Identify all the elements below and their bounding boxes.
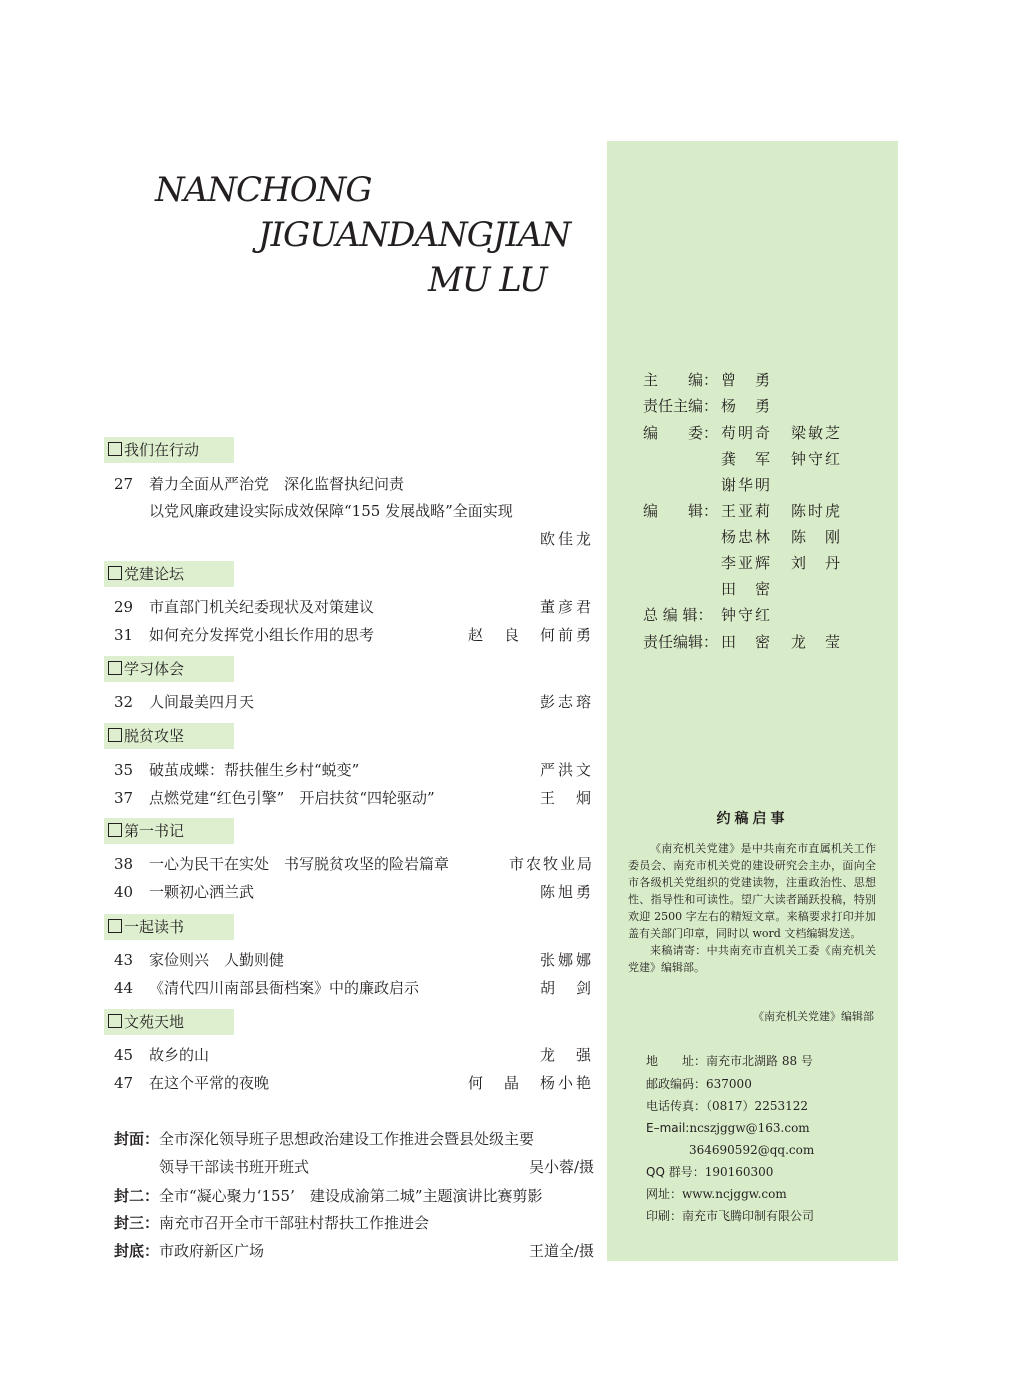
section-title: 我们在行动 xyxy=(124,441,200,459)
section-title: 党建论坛 xyxy=(124,565,185,583)
cover-author: 吴小蓉/摄 xyxy=(528,1158,594,1176)
section-title: 脱贫攻坚 xyxy=(124,727,185,745)
entry-title: 以党风廉政建设实际成效保障“155 发展战略”全面实现 xyxy=(149,502,513,520)
section-header xyxy=(104,561,234,587)
section-header xyxy=(104,1009,234,1035)
contact-row: 邮政编码：637000 xyxy=(646,1077,752,1091)
masthead-line-3: MU LU xyxy=(428,260,547,300)
entry-author: 陈旭勇 xyxy=(539,883,594,901)
section-title: 一起读书 xyxy=(124,918,185,936)
cover-label: 封底： xyxy=(114,1242,160,1260)
contact-row: 印刷：南充市飞腾印制有限公司 xyxy=(646,1209,815,1223)
cover-text: 领导干部读书班开班式 xyxy=(159,1158,310,1176)
section-header xyxy=(104,437,234,463)
entry-title: 点燃党建“红色引擎” 开启扶贫“四轮驱动” xyxy=(149,789,435,807)
entry-author: 胡 剑 xyxy=(539,979,594,997)
staff-row: 主 编： 曾 勇 xyxy=(643,371,773,389)
entry-author: 张娜娜 xyxy=(539,951,594,969)
entry-title: 《清代四川南部县衙档案》中的廉政启示 xyxy=(149,979,420,997)
page-number: 35 xyxy=(114,761,134,779)
section-header xyxy=(104,656,234,682)
entry-title: 着力全面从严治党 深化监督执纪问责 xyxy=(149,475,405,493)
staff-row: 谢华明 xyxy=(721,476,773,494)
staff-row: 责任编辑： 田 密 龙 莹 xyxy=(643,633,843,651)
entry-title: 故乡的山 xyxy=(149,1046,210,1064)
staff-row: 李亚辉 刘 丹 xyxy=(721,554,843,572)
staff-row: 龚 军 钟守红 xyxy=(721,450,843,468)
entry-author: 龙 强 xyxy=(539,1046,594,1064)
staff-row: 责任主编： 杨 勇 xyxy=(643,397,773,415)
masthead-line-2: JIGUANDANGJIAN xyxy=(258,215,571,255)
page-number: 44 xyxy=(114,979,134,997)
entry-author: 严洪文 xyxy=(539,761,594,779)
cover-text: 全市“凝心聚力‘155’ 建设成渝第二城”主题演讲比赛剪影 xyxy=(159,1187,543,1205)
cover-text: 全市深化领导班子思想政治建设工作推进会暨县处级主要 xyxy=(159,1130,535,1148)
section-title: 学习体会 xyxy=(124,660,185,678)
cover-entry xyxy=(114,1129,594,1149)
cover-text: 南充市召开全市干部驻村帮扶工作推进会 xyxy=(159,1214,430,1232)
call-paragraph-2: 来稿请寄：中共南充市直机关工委《南充机关党建》编辑部。 xyxy=(628,944,876,974)
page-number: 29 xyxy=(114,598,134,616)
contact-row: 364690592@qq.com xyxy=(689,1143,815,1157)
checkbox-icon xyxy=(108,728,122,742)
section-header xyxy=(104,914,234,940)
sidebar-panel xyxy=(607,141,898,1261)
entry-title: 一颗初心洒兰武 xyxy=(149,883,255,901)
call-paragraph-1: 《南充机关党建》是中共南充市直属机关工作委员会、南充市机关党的建设研究会主办，面向全市各级机关党组织的党建读物，注重政治性、思想性、指导性和可读性。望广大读者踊跃投稿，特别欢迎 2500 字左右的精短文章。来稿要求打印并加盖有关部门印章，同时以 word 文档编辑发送。 xyxy=(628,842,876,940)
section-header xyxy=(104,723,234,749)
staff-row: 田 密 xyxy=(721,580,773,598)
contact-row: QQ 群号：190160300 xyxy=(646,1165,774,1179)
call-signature: 《南充机关党建》编辑部 xyxy=(753,1010,874,1023)
page-number: 27 xyxy=(114,475,134,493)
entry-author: 何 晶 杨小艳 xyxy=(467,1074,594,1092)
cover-label: 封面： xyxy=(114,1130,160,1148)
section-title: 文苑天地 xyxy=(124,1013,185,1031)
checkbox-icon xyxy=(108,1014,122,1028)
page-number: 43 xyxy=(114,951,134,969)
contact-row: E–mail:ncszjggw@163.com xyxy=(646,1121,810,1135)
page-number: 45 xyxy=(114,1046,134,1064)
staff-row: 总 编 辑： 钟守红 xyxy=(643,606,773,624)
call-for-papers-body xyxy=(628,840,876,976)
entry-title: 破茧成蝶：帮扶催生乡村“蜕变” xyxy=(149,761,360,779)
checkbox-icon xyxy=(108,919,122,933)
cover-entry xyxy=(114,1186,594,1206)
page-number: 47 xyxy=(114,1074,134,1092)
entry-author: 市农牧业局 xyxy=(508,855,594,873)
staff-row: 编 委： 苟明奇 梁敏芝 xyxy=(643,424,843,442)
entry-title: 市直部门机关纪委现状及对策建议 xyxy=(149,598,375,616)
checkbox-icon xyxy=(108,661,122,675)
entry-title: 家俭则兴 人勤则健 xyxy=(149,951,285,969)
contact-row: 地 址：南充市北湖路 88 号 xyxy=(646,1054,813,1068)
entry-author: 赵 良 何前勇 xyxy=(467,626,594,644)
entry-author: 董彦君 xyxy=(539,598,594,616)
section-header xyxy=(104,818,234,844)
page-number: 32 xyxy=(114,693,134,711)
cover-label: 封二： xyxy=(114,1187,160,1205)
page-number: 40 xyxy=(114,883,134,901)
cover-author: 王道全/摄 xyxy=(528,1242,594,1260)
page-number: 31 xyxy=(114,626,134,644)
checkbox-icon xyxy=(108,823,122,837)
call-for-papers-title: 约稿启事 xyxy=(716,811,789,827)
cover-text: 市政府新区广场 xyxy=(159,1242,265,1260)
entry-author: 王 炯 xyxy=(539,789,594,807)
page-number: 38 xyxy=(114,855,134,873)
entry-title: 一心为民干在实处 书写脱贫攻坚的险岩篇章 xyxy=(149,855,450,873)
contact-row: 电话传真：（0817）2253122 xyxy=(646,1099,808,1113)
checkbox-icon xyxy=(108,442,122,456)
entry-title: 在这个平常的夜晚 xyxy=(149,1074,270,1092)
cover-entry xyxy=(114,1157,594,1177)
checkbox-icon xyxy=(108,566,122,580)
page-number: 37 xyxy=(114,789,134,807)
entry-author: 彭志瑢 xyxy=(539,693,594,711)
cover-entry xyxy=(114,1213,594,1233)
entry-author: 欧佳龙 xyxy=(539,530,594,548)
entry-title: 人间最美四月天 xyxy=(149,693,255,711)
entry-title: 如何充分发挥党小组长作用的思考 xyxy=(149,626,375,644)
staff-row: 杨忠林 陈 刚 xyxy=(721,528,843,546)
cover-label: 封三： xyxy=(114,1214,160,1232)
cover-entry xyxy=(114,1241,594,1261)
staff-row: 编 辑： 王亚莉 陈时虎 xyxy=(643,502,843,520)
masthead-line-1: NANCHONG xyxy=(155,170,372,210)
contact-row: 网址：www.ncjggw.com xyxy=(646,1187,787,1201)
section-title: 第一书记 xyxy=(124,822,185,840)
